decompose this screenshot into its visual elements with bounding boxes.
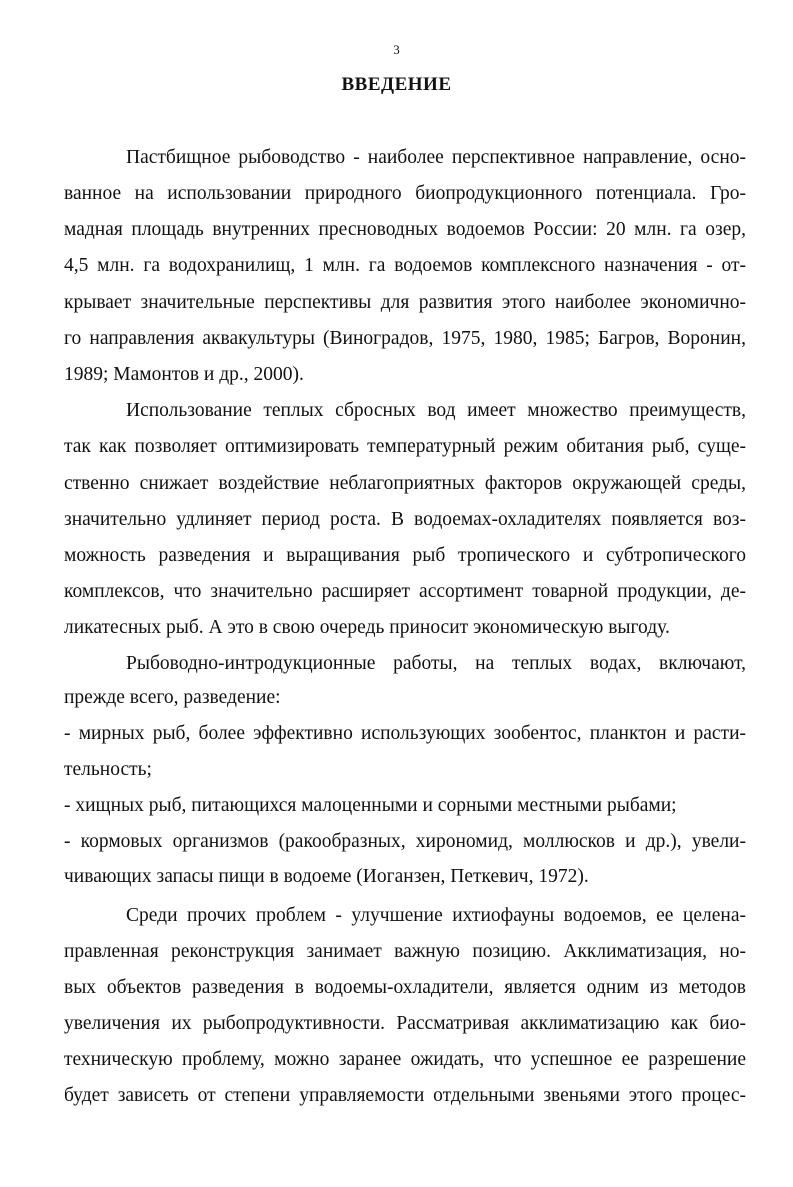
text-line: мадная площадь внутренних пресноводных водоемов России: 20 млн. га озер,: [64, 219, 746, 240]
text-line: прежде всего, разведение:: [64, 687, 281, 708]
text-line: так как позволяет оптимизировать температурный режим обитания рыб, суще-: [64, 436, 746, 457]
text-line: крывает значительные перспективы для развития этого наиболее экономично-: [64, 292, 746, 313]
page-title: ВВЕДЕНИЕ: [341, 74, 452, 95]
text-line: можность разведения и выращивания рыб тропического и субтропического: [64, 545, 746, 566]
text-line: 1989; Мамонтов и др., 2000).: [64, 364, 304, 385]
text-line: чивающих запасы пищи в водоеме (Иоганзен, Петкевич, 1972).: [64, 866, 589, 887]
text-line: 4,5 млн. га водохранилищ, 1 млн. га водоемов комплексного назначения - от-: [64, 255, 746, 276]
text-line: - кормовых организмов (ракообразных, хирономид, моллюсков и др.), увели-: [64, 831, 746, 852]
text-line: Среди прочих проблем - улучшение ихтиофауны водоемов, ее целена-: [126, 905, 746, 926]
text-line: ственно снижает воздействие неблагоприятных факторов окружающей среды,: [64, 473, 746, 494]
text-line: Рыбоводно-интродукционные работы, на теплых водах, включают,: [126, 653, 746, 674]
text-line: комплексов, что значительно расширяет ассортимент товарной продукции, де-: [64, 581, 746, 602]
text-line: - хищных рыб, питающихся малоценными и сорными местными рыбами;: [64, 795, 677, 816]
text-line: тельность;: [64, 759, 152, 780]
text-line: вых объектов разведения в водоемы-охладители, является одним из методов: [64, 977, 746, 998]
text-line: правленная реконструкция занимает важную позицию. Акклиматизация, но-: [64, 941, 746, 962]
text-line: ликатесных рыб. А это в свою очередь приносит экономическую выгоду.: [64, 617, 670, 638]
text-line: увеличения их рыбопродуктивности. Рассматривая акклиматизацию как био-: [64, 1013, 746, 1034]
text-line: го направления аквакультуры (Виноградов, 1975, 1980, 1985; Багров, Воронин,: [64, 328, 746, 349]
text-line: будет зависеть от степени управляемости отдельными звеньями этого процес-: [64, 1085, 746, 1106]
text-line: значительно удлиняет период роста. В водоемах-охладителях появляется воз-: [64, 509, 746, 530]
text-line: Использование теплых сбросных вод имеет множество преимуществ,: [126, 400, 746, 421]
text-line: ванное на использовании природного биопродукционного потенциала. Гро-: [64, 183, 746, 204]
text-line: Пастбищное рыбоводство - наиболее перспективное направление, осно-: [126, 147, 746, 168]
text-line: - мирных рыб, более эффективно использующих зообентос, планктон и расти-: [64, 723, 746, 744]
text-line: техническую проблему, можно заранее ожидать, что успешное ее разрешение: [64, 1049, 746, 1070]
page-number: 3: [393, 42, 400, 57]
